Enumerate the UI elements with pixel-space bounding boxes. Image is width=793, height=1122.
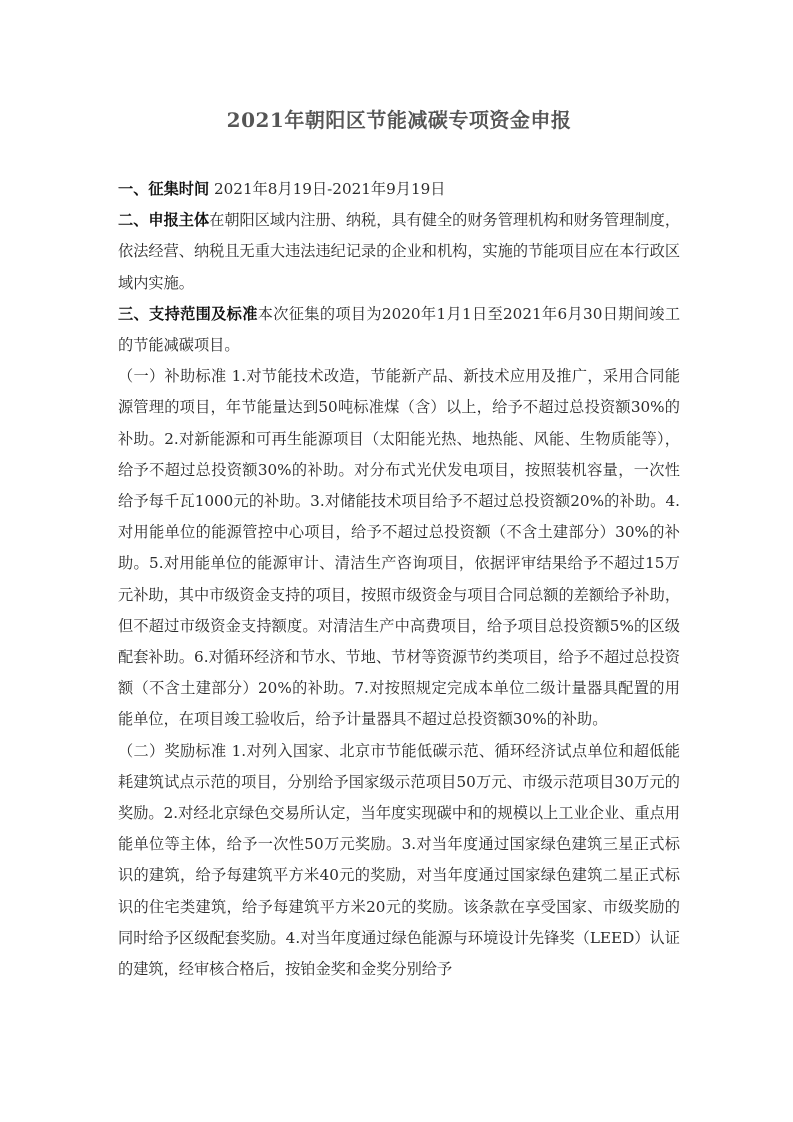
document-body	[118, 174, 680, 985]
section-text: 在朝阳区域内注册、纳税，具有健全的财务管理机构和财务管理制度，依法经营、纳税且无重大违法违纪记录的企业和机构，实施的节能项目应在本行政区域内实施。	[118, 211, 681, 292]
section-heading: 三、支持范围及标准	[118, 304, 258, 323]
section-collection-period	[118, 174, 680, 205]
subsection-subsidy-standards	[118, 361, 680, 735]
section-scope-standards	[118, 299, 680, 361]
section-heading: 二、申报主体	[118, 211, 210, 230]
section-heading: 一、征集时间	[118, 180, 210, 198]
subsection-text: （一）补助标准 1.对节能技术改造，节能新产品、新技术应用及推广，采用合同能源管理的项目，年节能量达到50吨标准煤（含）以上，给予不超过总投资额30%的补助。2.对新能源和可再生能源项目（太阳能光热、地热能、风能、生物质能等），给予不超过总投资额30%的补助。对分布式光伏发电项目，按照装机容量，一次性给予每千瓦1000元的补助。3.对储能技术项目给予不超过总投资额20%的补助。4.对用能单位的能源管控中心项目，给予不超过总投资额（不含土建部分）30%的补助。5.对用能单位的能源审计、清洁生产咨询项目，依据评审结果给予不超过15万元补助，其中市级资金支持的项目，按照市级资金与项目合同总额的差额给予补助，但不超过市级资金支持额度。对清洁生产中高费项目，给予项目总投资额5%的区级配套补助。6.对循环经济和节水、节地、节材等资源节约类项目，给予不超过总投资额（不含土建部分）20%的补助。7.对按照规定完成本单位二级计量器具配置的用能单位，在项目竣工验收后，给予计量器具不超过总投资额30%的补助。	[118, 367, 680, 729]
document-title: 2021年朝阳区节能减碳专项资金申报	[226, 108, 572, 132]
section-applicant	[118, 205, 680, 299]
section-text: 本次征集的项目为2020年1月1日至2021年6月30日期间竣工的节能减碳项目。	[118, 304, 681, 355]
subsection-reward-standards	[118, 736, 680, 986]
section-text: 2021年8月19日-2021年9月19日	[209, 180, 446, 198]
subsection-text: （二）奖励标准 1.对列入国家、北京市节能低碳示范、循环经济试点单位和超低能耗建筑试点示范的项目，分别给予国家级示范项目50万元、市级示范项目30万元的奖励。2.对经北京绿色交易所认定，当年度实现碳中和的规模以上工业企业、重点用能单位等主体，给予一次性50万元奖励。3.对当年度通过国家绿色建筑三星正式标识的建筑，给予每建筑平方米40元的奖励，对当年度通过国家绿色建筑二星正式标识的住宅类建筑，给予每建筑平方米20元的奖励。该条款在享受国家、市级奖励的同时给予区级配套奖励。4.对当年度通过绿色能源与环境设计先锋奖（LEED）认证的建筑，经审核合格后，按铂金奖和金奖分别给予	[118, 741, 680, 979]
